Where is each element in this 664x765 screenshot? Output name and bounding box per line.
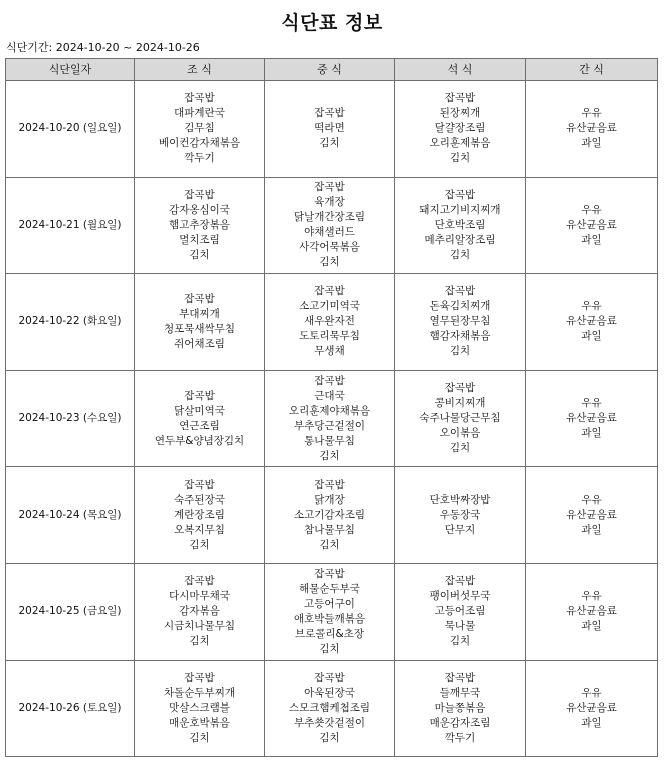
dish-item: 감자옹심이국 [169, 203, 230, 216]
dish-item: 잡곡밥 [314, 107, 345, 120]
meal-table-body [6, 81, 658, 757]
dish-item: 매운감자조림 [429, 716, 491, 729]
dish-item: 김치 [319, 731, 340, 744]
dish-item: 달걀장조림 [434, 122, 486, 135]
dish-item: 통나물무침 [304, 434, 355, 447]
dish-item: 김무침 [184, 122, 215, 135]
date-cell: 2024-10-21 (월요일) [6, 177, 135, 274]
dish-item: 오복지무침 [174, 523, 225, 536]
meal-row [6, 660, 658, 757]
breakfast-cell [135, 467, 265, 564]
dish-item: 김치 [319, 642, 340, 655]
dish-item: 유산균음료 [566, 412, 617, 425]
dish-item: 우유 [581, 107, 602, 120]
date-cell: 2024-10-25 (금요일) [6, 563, 135, 660]
breakfast-cell [135, 563, 265, 660]
dinner-cell [395, 370, 526, 467]
dish-item: 사각어묵볶음 [299, 241, 360, 254]
dish-item: 잡곡밥 [314, 567, 345, 580]
dish-item: 닭날개간장조림 [293, 211, 365, 224]
dish-item: 묵나물 [444, 620, 476, 633]
snack-cell [526, 660, 658, 757]
dish-item: 새우완자전 [304, 315, 355, 328]
lunch-cell [265, 274, 395, 371]
snack-cell [526, 81, 658, 178]
dish-item: 과일 [581, 233, 602, 246]
dish-item: 유산균음료 [566, 315, 617, 328]
dish-item: 차돌순두부찌개 [163, 686, 235, 699]
date-cell: 2024-10-23 (수요일) [6, 370, 135, 467]
dish-item: 계란장조림 [174, 508, 225, 521]
dish-item: 잡곡밥 [444, 285, 476, 298]
date-cell: 2024-10-26 (토요일) [6, 660, 135, 757]
dish-item: 잡곡밥 [184, 671, 215, 684]
dish-item: 잡곡밥 [444, 92, 476, 105]
dish-item: 과일 [581, 427, 602, 440]
dish-item: 잡곡밥 [444, 575, 476, 588]
dish-item: 오리훈제볶음 [429, 137, 491, 150]
dish-item: 김치 [319, 137, 340, 150]
dish-item: 잡곡밥 [314, 374, 345, 387]
dish-item: 김치 [189, 635, 210, 648]
snack-cell [526, 467, 658, 564]
date-cell: 2024-10-20 (일요일) [6, 81, 135, 178]
dish-item: 깍두기 [184, 152, 215, 165]
dish-item: 감자볶음 [179, 605, 220, 618]
dish-item: 도토리묵무침 [299, 330, 360, 343]
dish-item: 오이볶음 [439, 427, 481, 440]
dish-item: 멸치조림 [179, 233, 220, 246]
dish-item: 김치 [449, 152, 471, 165]
dish-item: 콩비지찌개 [434, 397, 486, 410]
dish-item: 소고기미역국 [299, 300, 360, 313]
dish-item: 부추당근겉절이 [293, 419, 365, 432]
dish-item: 잡곡밥 [314, 285, 345, 298]
dish-item: 김치 [449, 442, 471, 455]
dish-item: 유산균음료 [566, 122, 617, 135]
dish-item: 근대국 [314, 389, 345, 402]
snack-cell [526, 370, 658, 467]
meal-row [6, 274, 658, 371]
dish-item: 잡곡밥 [184, 292, 215, 305]
dish-item: 우유 [581, 397, 602, 410]
dish-item: 잡곡밥 [444, 188, 476, 201]
meal-row [6, 563, 658, 660]
dish-item: 햄고추장볶음 [169, 218, 230, 231]
dish-item: 돼지고기비지찌개 [419, 203, 501, 216]
dish-item: 육개장 [314, 196, 345, 209]
dish-item: 우유 [581, 203, 602, 216]
dish-item: 연두부&양념장김치 [154, 434, 245, 447]
dish-item: 닭개장 [314, 493, 345, 506]
dish-item: 해물순두부국 [299, 582, 360, 595]
dinner-cell [395, 274, 526, 371]
dish-item: 돈육김치찌개 [429, 300, 491, 313]
lunch-cell [265, 467, 395, 564]
dish-item: 애호박들깨볶음 [293, 612, 365, 625]
dish-item: 우유 [581, 686, 602, 699]
dish-item: 유산균음료 [566, 701, 617, 714]
dish-item: 잡곡밥 [444, 671, 476, 684]
dish-item: 맛살스크램블 [169, 701, 230, 714]
meal-table [5, 58, 658, 757]
dish-item: 쥐어채조림 [174, 337, 225, 350]
date-cell: 2024-10-24 (목요일) [6, 467, 135, 564]
meal-row [6, 81, 658, 178]
dish-item: 소고기감자조림 [293, 508, 365, 521]
dish-item: 단호박조림 [434, 218, 486, 231]
dish-item: 김치 [189, 248, 210, 261]
snack-cell [526, 274, 658, 371]
dish-item: 잡곡밥 [314, 181, 345, 194]
dish-item: 우유 [581, 300, 602, 313]
meal-period-label: 식단기간: [6, 41, 53, 54]
lunch-cell [265, 81, 395, 178]
meal-row [6, 467, 658, 564]
dish-item: 오리훈제야채볶음 [288, 404, 371, 417]
lunch-cell [265, 660, 395, 757]
dish-item: 열무된장무침 [429, 315, 491, 328]
dish-item: 부추쑛갓겉절이 [293, 716, 365, 729]
dish-item: 단무지 [444, 523, 476, 536]
dish-item: 김치 [449, 345, 471, 358]
dish-item: 김치 [189, 538, 210, 551]
dish-item: 잡곡밥 [184, 575, 215, 588]
dish-item: 들깨무국 [439, 686, 481, 699]
meal-period-value: 2024-10-20 ~ 2024-10-26 [55, 41, 200, 54]
dish-item: 고등어구이 [304, 597, 355, 610]
dish-item: 과일 [581, 330, 602, 343]
breakfast-cell [135, 274, 265, 371]
dinner-cell [395, 81, 526, 178]
dish-item: 김치 [319, 449, 340, 462]
breakfast-cell [135, 177, 265, 274]
lunch-cell [265, 177, 395, 274]
dish-item: 숙주된장국 [174, 493, 225, 506]
meal-row [6, 177, 658, 274]
date-cell: 2024-10-22 (화요일) [6, 274, 135, 371]
lunch-cell [265, 563, 395, 660]
dish-item: 김치 [319, 538, 340, 551]
dish-item: 유산균음료 [566, 218, 617, 231]
dish-item: 유산균음료 [566, 508, 617, 521]
dinner-cell [395, 563, 526, 660]
header-snack: 간 식 [526, 59, 658, 81]
dish-item: 잡곡밥 [184, 92, 215, 105]
dish-item: 김치 [189, 731, 210, 744]
dish-item: 과일 [581, 523, 602, 536]
dish-item: 잡곡밥 [314, 671, 345, 684]
dish-item: 고등어조림 [434, 605, 486, 618]
dish-item: 야채샐러드 [304, 226, 355, 239]
dish-item: 베이컨감자채볶음 [158, 137, 241, 150]
dish-item: 잡곡밥 [184, 389, 215, 402]
breakfast-cell [135, 81, 265, 178]
dish-item: 시금치나물무침 [163, 620, 235, 633]
page-title: 식단표 정보 [281, 12, 383, 34]
dish-item: 청포묵새싹무침 [163, 322, 235, 335]
dish-item: 참나물무침 [304, 523, 355, 536]
dish-item: 스모크햄케첩조림 [288, 701, 371, 714]
breakfast-cell [135, 370, 265, 467]
dish-item: 우동장국 [439, 508, 481, 521]
meal-period [6, 39, 200, 55]
dish-item: 유산균음료 [566, 605, 617, 618]
dish-item: 다시마무채국 [169, 590, 230, 603]
dish-item: 잡곡밥 [184, 188, 215, 201]
dish-item: 단호박짜장밥 [429, 493, 491, 506]
dinner-cell [395, 177, 526, 274]
dish-item: 김치 [319, 256, 340, 269]
header-lunch: 중 식 [265, 59, 395, 81]
dish-item: 김치 [449, 635, 471, 648]
snack-cell [526, 563, 658, 660]
lunch-cell [265, 370, 395, 467]
dish-item: 된장찌개 [439, 107, 481, 120]
meal-row [6, 370, 658, 467]
dish-item: 잡곡밥 [444, 382, 476, 395]
dish-item: 무생채 [314, 345, 345, 358]
dish-item: 매운호박볶음 [169, 716, 230, 729]
dish-item: 숙주나물당근무침 [419, 412, 501, 425]
dish-item: 햄감자채볶음 [429, 330, 491, 343]
header-date: 식단일자 [6, 59, 135, 81]
header-breakfast: 조 식 [135, 59, 265, 81]
dish-item: 대파계란국 [174, 107, 225, 120]
dish-item: 부대찌개 [179, 307, 220, 320]
dish-item: 팽이버섯무국 [429, 590, 491, 603]
dish-item: 마늘쫑볶음 [434, 701, 486, 714]
dish-item: 과일 [581, 716, 602, 729]
dinner-cell [395, 660, 526, 757]
dinner-cell [395, 467, 526, 564]
meal-table-header-row [6, 59, 658, 81]
dish-item: 닭살미역국 [174, 404, 225, 417]
dish-item: 떡라면 [314, 122, 345, 135]
dish-item: 김치 [449, 248, 471, 261]
dish-item: 깍두기 [444, 731, 476, 744]
dish-item: 과일 [581, 137, 602, 150]
dish-item: 잡곡밥 [184, 478, 215, 491]
breakfast-cell [135, 660, 265, 757]
dish-item: 브로콜리&초장 [294, 627, 365, 640]
dish-item: 연근조림 [179, 419, 220, 432]
dish-item: 잡곡밥 [314, 478, 345, 491]
snack-cell [526, 177, 658, 274]
dish-item: 우유 [581, 590, 602, 603]
dish-item: 메추리알장조림 [424, 233, 496, 246]
dish-item: 우유 [581, 493, 602, 506]
header-dinner: 석 식 [395, 59, 526, 81]
dish-item: 과일 [581, 620, 602, 633]
dish-item: 아욱된장국 [304, 686, 355, 699]
